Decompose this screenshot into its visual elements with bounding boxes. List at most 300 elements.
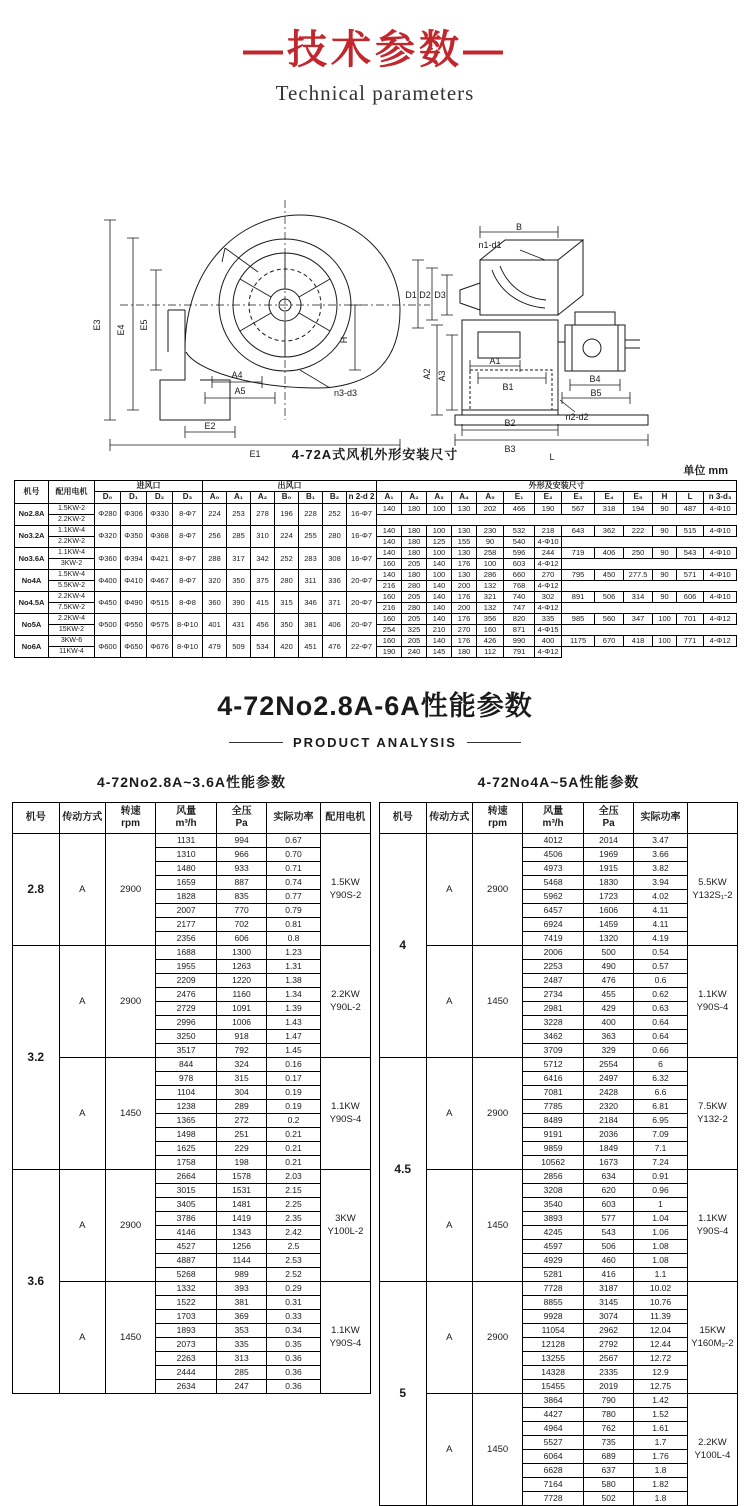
dim-cell-overall: 160 <box>377 592 402 603</box>
dim-cell-overall: 180 <box>402 547 427 558</box>
dim-cell-overall: 130 <box>452 503 477 514</box>
dim-cell-outlet: 375 <box>251 570 275 592</box>
dim-cell-outlet: 350 <box>275 614 299 636</box>
perf-right-cell-flow: 7419 <box>523 932 584 946</box>
table-row <box>15 503 737 514</box>
dim-cell-overall: 90 <box>653 570 677 581</box>
dim-cell-overall: 4-Φ10 <box>704 547 737 558</box>
dim-cell-overall: 140 <box>427 636 452 647</box>
perf-right-cell-mach: 5 <box>380 1282 427 1506</box>
dim-cell-inlet: Φ600 <box>95 636 121 658</box>
dim-cell-overall: 871 <box>504 625 535 636</box>
perf-right-cell-flow: 9191 <box>523 1128 584 1142</box>
perf-right-cell-pressure: 1320 <box>584 932 634 946</box>
dim-cell-outlet: 451 <box>299 636 323 658</box>
perf-left-cell-power: 0.17 <box>267 1072 321 1086</box>
perf-left-head-0: 机号 <box>13 803 60 834</box>
perf-right-cell-power: 6.32 <box>634 1072 688 1086</box>
dim-cell-outlet: 20-Φ7 <box>347 570 377 592</box>
perf-right-cell-power: 10.02 <box>634 1282 688 1296</box>
perf-left-cell-flow: 1332 <box>156 1282 217 1296</box>
perf-left-cell-flow: 2007 <box>156 904 217 918</box>
perf-right-cell-pressure: 455 <box>584 988 634 1002</box>
dim-h-B2o: B₂ <box>323 492 347 503</box>
perf-left-head-3: 风量 m³/h <box>156 803 217 834</box>
dim-cell-outlet: 278 <box>251 503 275 525</box>
dim-cell-overall: 4-Φ10 <box>535 536 562 547</box>
perf-left-cell-pressure: 933 <box>217 862 267 876</box>
dim-cell-outlet: 390 <box>227 592 251 614</box>
perf-left-cell-pressure: 289 <box>217 1100 267 1114</box>
perf-left-cell-power: 2.35 <box>267 1212 321 1226</box>
perf-left-cell-pressure: 1091 <box>217 1002 267 1016</box>
perf-left-cell-pressure: 1343 <box>217 1226 267 1240</box>
perf-left-cell-flow: 2664 <box>156 1170 217 1184</box>
perf-right-cell-power: 1.08 <box>634 1254 688 1268</box>
perf-left-cell-flow: 1310 <box>156 848 217 862</box>
perf-right-cell-flow: 5962 <box>523 890 584 904</box>
dim-h-oE2: E₂ <box>535 492 562 503</box>
dim-cell-overall: 4-Φ10 <box>704 592 737 603</box>
perf-left-cell-power: 2.52 <box>267 1268 321 1282</box>
dim-cell-mach: No2.8A <box>15 503 49 525</box>
dim-h-A1o: A₁ <box>227 492 251 503</box>
perf-right-cell-power: 1.1 <box>634 1268 688 1282</box>
perf-left-cell-flow: 4887 <box>156 1254 217 1268</box>
perf-left-cell-power: 1.43 <box>267 1016 321 1030</box>
perf-left-cell-power: 1.31 <box>267 960 321 974</box>
dim-cell-outlet: 534 <box>251 636 275 658</box>
dim-cell-overall: 90 <box>653 525 677 536</box>
perf-left-cell-pressure: 335 <box>217 1338 267 1352</box>
dim-cell-outlet: 509 <box>227 636 251 658</box>
svg-text:B5: B5 <box>590 388 602 398</box>
dim-cell-motor: 3KW-6 <box>49 636 95 647</box>
svg-text:B4: B4 <box>589 374 601 384</box>
dim-cell-motor: 5.5KW-2 <box>49 581 95 592</box>
dim-cell-overall: 4-Φ10 <box>704 570 737 581</box>
perf-left-cell-power: 2.25 <box>267 1198 321 1212</box>
dim-cell-overall: 321 <box>477 592 504 603</box>
perf-right-cell-pressure: 620 <box>584 1184 634 1198</box>
perf-left-cell-power: 0.36 <box>267 1352 321 1366</box>
dim-cell-overall: 90 <box>477 536 504 547</box>
dim-h-B0: B₀ <box>275 492 299 503</box>
perf-left-cell-pressure: 1263 <box>217 960 267 974</box>
perf-right-head-6 <box>687 803 737 834</box>
perf-right-cell-flow: 7785 <box>523 1100 584 1114</box>
dim-cell-overall: 155 <box>452 536 477 547</box>
perf-right-cell-power: 12.75 <box>634 1380 688 1394</box>
page-title-cn: —技术参数— <box>243 28 507 72</box>
perf-right-cell-pressure: 2335 <box>584 1366 634 1380</box>
dim-cell-outlet: 381 <box>299 614 323 636</box>
svg-text:E5: E5 <box>139 319 149 331</box>
svg-text:n3-d3: n3-d3 <box>334 388 358 398</box>
perf-right-cell-pressure: 1830 <box>584 876 634 890</box>
svg-text:A3: A3 <box>437 370 447 382</box>
perf-left-cell-pressure: 770 <box>217 904 267 918</box>
dim-group-header-row <box>15 481 737 492</box>
perf-right-cell-power: 1.42 <box>634 1394 688 1408</box>
perf-right-cell-power: 10.76 <box>634 1296 688 1310</box>
product-analysis-title: 4-72No2.8A-6A性能参数 <box>217 691 533 722</box>
perf-left-body <box>13 834 371 1394</box>
table-row <box>380 1058 738 1072</box>
perf-right-cell-pressure: 603 <box>584 1198 634 1212</box>
perf-right-cell-power: 0.6 <box>634 974 688 988</box>
svg-text:A4: A4 <box>231 370 243 380</box>
dim-cell-overall: 160 <box>377 614 402 625</box>
perf-left-cell-flow: 978 <box>156 1072 217 1086</box>
page-title-en: Technical parameters <box>275 81 475 105</box>
dim-cell-inlet: Φ368 <box>147 525 173 547</box>
svg-text:A2: A2 <box>422 368 432 380</box>
dim-cell-overall: 515 <box>677 525 704 536</box>
svg-text:B1: B1 <box>502 382 514 392</box>
perf-left-cell-flow: 1498 <box>156 1128 217 1142</box>
dim-cell-outlet: 431 <box>227 614 251 636</box>
dim-cell-overall: 985 <box>562 614 595 625</box>
dim-cell-overall: 190 <box>535 503 562 514</box>
dim-h-oA2: A₂ <box>402 492 427 503</box>
svg-text:A5: A5 <box>234 386 246 396</box>
dim-cell-overall: 140 <box>377 570 402 581</box>
perf-right-cell-pressure: 1723 <box>584 890 634 904</box>
dim-cell-overall: 4-Φ12 <box>535 603 562 614</box>
table-row <box>380 834 738 848</box>
perf-right-cell-flow: 6457 <box>523 904 584 918</box>
perf-right-cell-flow: 5281 <box>523 1268 584 1282</box>
perf-left-cell-power: 0.8 <box>267 932 321 946</box>
perf-right-cell-flow: 4597 <box>523 1240 584 1254</box>
dim-cell-motor: 1.5KW-2 <box>49 503 95 514</box>
perf-left-cell-power: 0.21 <box>267 1142 321 1156</box>
perf-left-cell-flow: 2996 <box>156 1016 217 1030</box>
perf-left-cell-flow: 2209 <box>156 974 217 988</box>
perf-left-cell-power: 1.38 <box>267 974 321 988</box>
perf-right-cell-power: 3.66 <box>634 848 688 862</box>
svg-text:n2-d2: n2-d2 <box>565 412 589 422</box>
dim-cell-outlet: 315 <box>275 592 299 614</box>
perf-right-cell-flow: 2487 <box>523 974 584 988</box>
fan-dimension-drawing <box>0 120 750 462</box>
perf-right-cell-flow: 4012 <box>523 834 584 848</box>
perf-right-cell-pressure: 2497 <box>584 1072 634 1086</box>
dim-cell-overall: 125 <box>427 536 452 547</box>
dim-cell-outlet: 320 <box>203 570 227 592</box>
dim-h-oL: L <box>677 492 704 503</box>
perf-right-cell-power: 6.95 <box>634 1114 688 1128</box>
dim-cell-overall: 4-Φ10 <box>704 525 737 536</box>
perf-right-cell-flow: 3462 <box>523 1030 584 1044</box>
perf-left-cell-pressure: 994 <box>217 834 267 848</box>
perf-right-cell-motor: 2.2KW Y100L-4 <box>687 1394 737 1506</box>
perf-left-cell-power: 0.19 <box>267 1086 321 1100</box>
perf-right-cell-pressure: 580 <box>584 1478 634 1492</box>
dim-cell-overall: 130 <box>452 547 477 558</box>
perf-left-cell-pressure: 606 <box>217 932 267 946</box>
dim-cell-inlet: Φ490 <box>121 592 147 614</box>
dim-cell-outlet: 22-Φ7 <box>347 636 377 658</box>
dim-cell-outlet: 346 <box>299 592 323 614</box>
dim-h-oE4: E₄ <box>595 492 624 503</box>
perf-right-cell-flow: 6064 <box>523 1450 584 1464</box>
perf-left-cell-power: 2.42 <box>267 1226 321 1240</box>
perf-right-cell-flow: 5468 <box>523 876 584 890</box>
perf-right-cell-pressure: 500 <box>584 946 634 960</box>
perf-left-cell-rpm: 2900 <box>106 946 156 1058</box>
dim-cell-overall: 771 <box>677 636 704 647</box>
dim-cell-overall: 606 <box>677 592 704 603</box>
perf-right-cell-flow: 4964 <box>523 1422 584 1436</box>
perf-left-cell-pressure: 792 <box>217 1044 267 1058</box>
table-row <box>13 1170 371 1184</box>
dim-group-overall: 外形及安装尺寸 <box>377 481 737 492</box>
dimension-table <box>14 480 737 658</box>
dim-cell-overall: 205 <box>402 636 427 647</box>
perf-right-cell-pressure: 2962 <box>584 1324 634 1338</box>
perf-right-cell-flow: 7728 <box>523 1282 584 1296</box>
perf-left-cell-rpm: 2900 <box>106 834 156 946</box>
dim-cell-overall: 740 <box>504 592 535 603</box>
dim-cell-outlet: 255 <box>299 525 323 547</box>
dim-cell-overall: 990 <box>504 636 535 647</box>
dim-col-mach: 机号 <box>15 481 49 504</box>
dim-cell-overall: 270 <box>535 570 562 581</box>
perf-left-cell-rpm: 2900 <box>106 1170 156 1282</box>
perf-right-table <box>379 802 738 1506</box>
perf-right-cell-pressure: 1673 <box>584 1156 634 1170</box>
dim-cell-overall: 450 <box>595 570 624 581</box>
perf-left-cell-power: 1.34 <box>267 988 321 1002</box>
perf-right-cell-power: 1.06 <box>634 1226 688 1240</box>
perf-right-cell-pressure: 506 <box>584 1240 634 1254</box>
perf-right-cell-flow: 4506 <box>523 848 584 862</box>
perf-right-cell-flow: 6628 <box>523 1464 584 1478</box>
perf-left-cell-pressure: 918 <box>217 1030 267 1044</box>
perf-right-cell-flow: 8489 <box>523 1114 584 1128</box>
dim-cell-inlet: 8-Φ10 <box>173 614 203 636</box>
dim-cell-overall: 747 <box>504 603 535 614</box>
dim-cell-motor: 2.2KW-4 <box>49 614 95 625</box>
perf-right-head-3: 风量 m³/h <box>523 803 584 834</box>
dim-cell-outlet: 16-Φ7 <box>347 547 377 569</box>
perf-left-cell-flow: 2263 <box>156 1352 217 1366</box>
perf-left-cell-flow: 2634 <box>156 1380 217 1394</box>
dim-cell-overall: 466 <box>504 503 535 514</box>
perf-right-cell-pressure: 2567 <box>584 1352 634 1366</box>
perf-right-cell-flow: 3540 <box>523 1198 584 1212</box>
dim-h-D1: D₁ <box>121 492 147 503</box>
dim-cell-overall: 258 <box>477 547 504 558</box>
svg-text:n1-d1: n1-d1 <box>478 240 502 250</box>
dim-cell-outlet: 224 <box>275 525 299 547</box>
table-row <box>13 946 371 960</box>
dim-sub-header-row <box>15 492 737 503</box>
dim-cell-inlet: Φ400 <box>95 570 121 592</box>
dim-cell-overall: 140 <box>427 559 452 570</box>
perf-left-cell-flow: 1365 <box>156 1114 217 1128</box>
perf-left-cell-pressure: 324 <box>217 1058 267 1072</box>
perf-left-cell-power: 0.74 <box>267 876 321 890</box>
perf-left-cell-flow: 3405 <box>156 1198 217 1212</box>
perf-left-cell-flow: 2177 <box>156 918 217 932</box>
unit-note: 单位 mm <box>683 465 728 477</box>
perf-left-cell-flow: 2073 <box>156 1338 217 1352</box>
dim-cell-mach: No5A <box>15 614 49 636</box>
perf-left-cell-flow: 1703 <box>156 1310 217 1324</box>
perf-left-cell-motor: 1.5KW Y90S-2 <box>320 834 370 946</box>
dim-cell-overall: 200 <box>452 603 477 614</box>
perf-right-cell-power: 12.72 <box>634 1352 688 1366</box>
perf-left-cell-pressure: 381 <box>217 1296 267 1310</box>
product-analysis-header <box>0 684 750 750</box>
perf-left-cell-flow: 844 <box>156 1058 217 1072</box>
perf-right-cell-pressure: 543 <box>584 1226 634 1240</box>
perf-left-cell-drive: A <box>59 1282 106 1394</box>
perf-right-cell-flow: 10562 <box>523 1156 584 1170</box>
dim-cell-overall: 160 <box>377 636 402 647</box>
perf-right-cell-rpm: 2900 <box>473 1058 523 1170</box>
dim-cell-overall: 532 <box>504 525 535 536</box>
perf-right-cell-flow: 13255 <box>523 1352 584 1366</box>
perf-left-cell-power: 0.67 <box>267 834 321 848</box>
dim-cell-outlet: 456 <box>251 614 275 636</box>
perf-right-cell-power: 0.64 <box>634 1030 688 1044</box>
dim-cell-outlet: 360 <box>203 592 227 614</box>
perf-right-cell-flow: 2734 <box>523 988 584 1002</box>
perf-left-cell-pressure: 1006 <box>217 1016 267 1030</box>
dim-cell-overall: 660 <box>504 570 535 581</box>
dim-cell-inlet: 8-Φ8 <box>173 592 203 614</box>
dim-cell-inlet: 8-Φ10 <box>173 636 203 658</box>
dim-cell-overall: 4-Φ12 <box>704 636 737 647</box>
dim-cell-outlet: 336 <box>323 570 347 592</box>
perf-left-cell-pressure: 251 <box>217 1128 267 1142</box>
dim-cell-outlet: 196 <box>275 503 299 525</box>
dim-cell-overall: 140 <box>377 536 402 547</box>
perf-right-cell-pressure: 637 <box>584 1464 634 1478</box>
dim-cell-overall: 356 <box>477 614 504 625</box>
dim-cell-overall: 280 <box>402 581 427 592</box>
perf-left-cell-flow: 1955 <box>156 960 217 974</box>
dim-cell-overall: 4-Φ10 <box>704 503 737 514</box>
perf-left-cell-pressure: 313 <box>217 1352 267 1366</box>
dim-cell-overall: 180 <box>452 647 477 658</box>
perf-left-cell-power: 0.77 <box>267 890 321 904</box>
dim-cell-inlet: Φ450 <box>95 592 121 614</box>
dim-cell-inlet: Φ467 <box>147 570 173 592</box>
table-row <box>13 1282 371 1296</box>
perf-right-cell-rpm: 1450 <box>473 1170 523 1282</box>
product-analysis-subtitle-wrap <box>0 735 750 750</box>
perf-left-cell-power: 0.33 <box>267 1310 321 1324</box>
perf-left-cell-power: 0.19 <box>267 1100 321 1114</box>
perf-right-cell-pressure: 460 <box>584 1254 634 1268</box>
dim-h-oH: H <box>653 492 677 503</box>
perf-right-cell-pressure: 2014 <box>584 834 634 848</box>
perf-right-cell-drive: A <box>426 1058 473 1170</box>
dim-cell-overall: 145 <box>427 647 452 658</box>
perf-right-cell-flow: 2006 <box>523 946 584 960</box>
dim-cell-outlet: 350 <box>227 570 251 592</box>
perf-left-cell-power: 0.36 <box>267 1380 321 1394</box>
perf-left-cell-flow: 1659 <box>156 876 217 890</box>
perf-right-cell-pressure: 2554 <box>584 1058 634 1072</box>
perf-right-cell-mach: 4.5 <box>380 1058 427 1282</box>
product-analysis-subtitle: PRODUCT ANALYSIS <box>293 735 457 751</box>
perf-right-cell-power: 1.7 <box>634 1436 688 1450</box>
perf-right-cell-power: 0.62 <box>634 988 688 1002</box>
perf-left-cell-motor: 1.1KW Y90S-4 <box>320 1058 370 1170</box>
dim-cell-outlet: 228 <box>299 503 323 525</box>
dim-h-oE1: E₁ <box>504 492 535 503</box>
perf-left-cell-motor: 3KW Y100L-2 <box>320 1170 370 1282</box>
perf-right-cell-flow: 4427 <box>523 1408 584 1422</box>
dim-cell-overall: 280 <box>402 603 427 614</box>
dim-cell-overall: 140 <box>427 592 452 603</box>
performance-tables <box>0 772 750 1506</box>
perf-right-cell-flow: 3864 <box>523 1394 584 1408</box>
perf-right-cell-motor: 1.1KW Y90S-4 <box>687 946 737 1058</box>
dim-cell-overall: 205 <box>402 592 427 603</box>
perf-right-cell-power: 12.9 <box>634 1366 688 1380</box>
perf-right-cell-power: 6.6 <box>634 1086 688 1100</box>
table-row <box>380 1394 738 1408</box>
perf-right-cell-pressure: 735 <box>584 1436 634 1450</box>
dim-cell-mach: No6A <box>15 636 49 658</box>
perf-right-cell-flow: 5527 <box>523 1436 584 1450</box>
dim-cell-inlet: 8-Φ7 <box>173 503 203 525</box>
dim-h-oA5: A₅ <box>477 492 504 503</box>
perf-right-cell-power: 11.39 <box>634 1310 688 1324</box>
perf-right-cell-flow: 7164 <box>523 1478 584 1492</box>
perf-left-cell-drive: A <box>59 1170 106 1282</box>
dim-h-oE5: E₅ <box>624 492 653 503</box>
perf-right-cell-pressure: 429 <box>584 1002 634 1016</box>
perf-left-cell-flow: 5268 <box>156 1268 217 1282</box>
dim-cell-outlet: 285 <box>227 525 251 547</box>
dim-cell-overall: 543 <box>677 547 704 558</box>
perf-left-cell-motor: 1.1KW Y90S-4 <box>320 1282 370 1394</box>
dim-cell-outlet: 311 <box>299 570 323 592</box>
perf-left-head-4: 全压 Pa <box>217 803 267 834</box>
dim-cell-outlet: 253 <box>227 503 251 525</box>
perf-right-cell-power: 3.94 <box>634 876 688 890</box>
dim-cell-inlet: 8-Φ7 <box>173 570 203 592</box>
perf-left-cell-drive: A <box>59 834 106 946</box>
perf-left-cell-power: 2.15 <box>267 1184 321 1198</box>
perf-left-cell-pressure: 304 <box>217 1086 267 1100</box>
dim-cell-overall: 4-Φ15 <box>535 625 562 636</box>
dim-cell-overall: 596 <box>504 547 535 558</box>
dim-h-oE3: E₃ <box>562 492 595 503</box>
perf-right-cell-power: 7.24 <box>634 1156 688 1170</box>
perf-right-cell-power: 0.54 <box>634 946 688 960</box>
dim-cell-overall: 100 <box>427 503 452 514</box>
perf-left-cell-pressure: 1256 <box>217 1240 267 1254</box>
svg-text:E2: E2 <box>204 421 216 431</box>
dim-cell-overall: 90 <box>653 547 677 558</box>
perf-left-cell-power: 0.70 <box>267 848 321 862</box>
dim-cell-overall: 302 <box>535 592 562 603</box>
perf-right-cell-pressure: 329 <box>584 1044 634 1058</box>
dim-cell-overall: 270 <box>452 625 477 636</box>
perf-right-cell-pressure: 2184 <box>584 1114 634 1128</box>
perf-right-cell-flow: 3893 <box>523 1212 584 1226</box>
perf-left-table <box>12 802 371 1394</box>
